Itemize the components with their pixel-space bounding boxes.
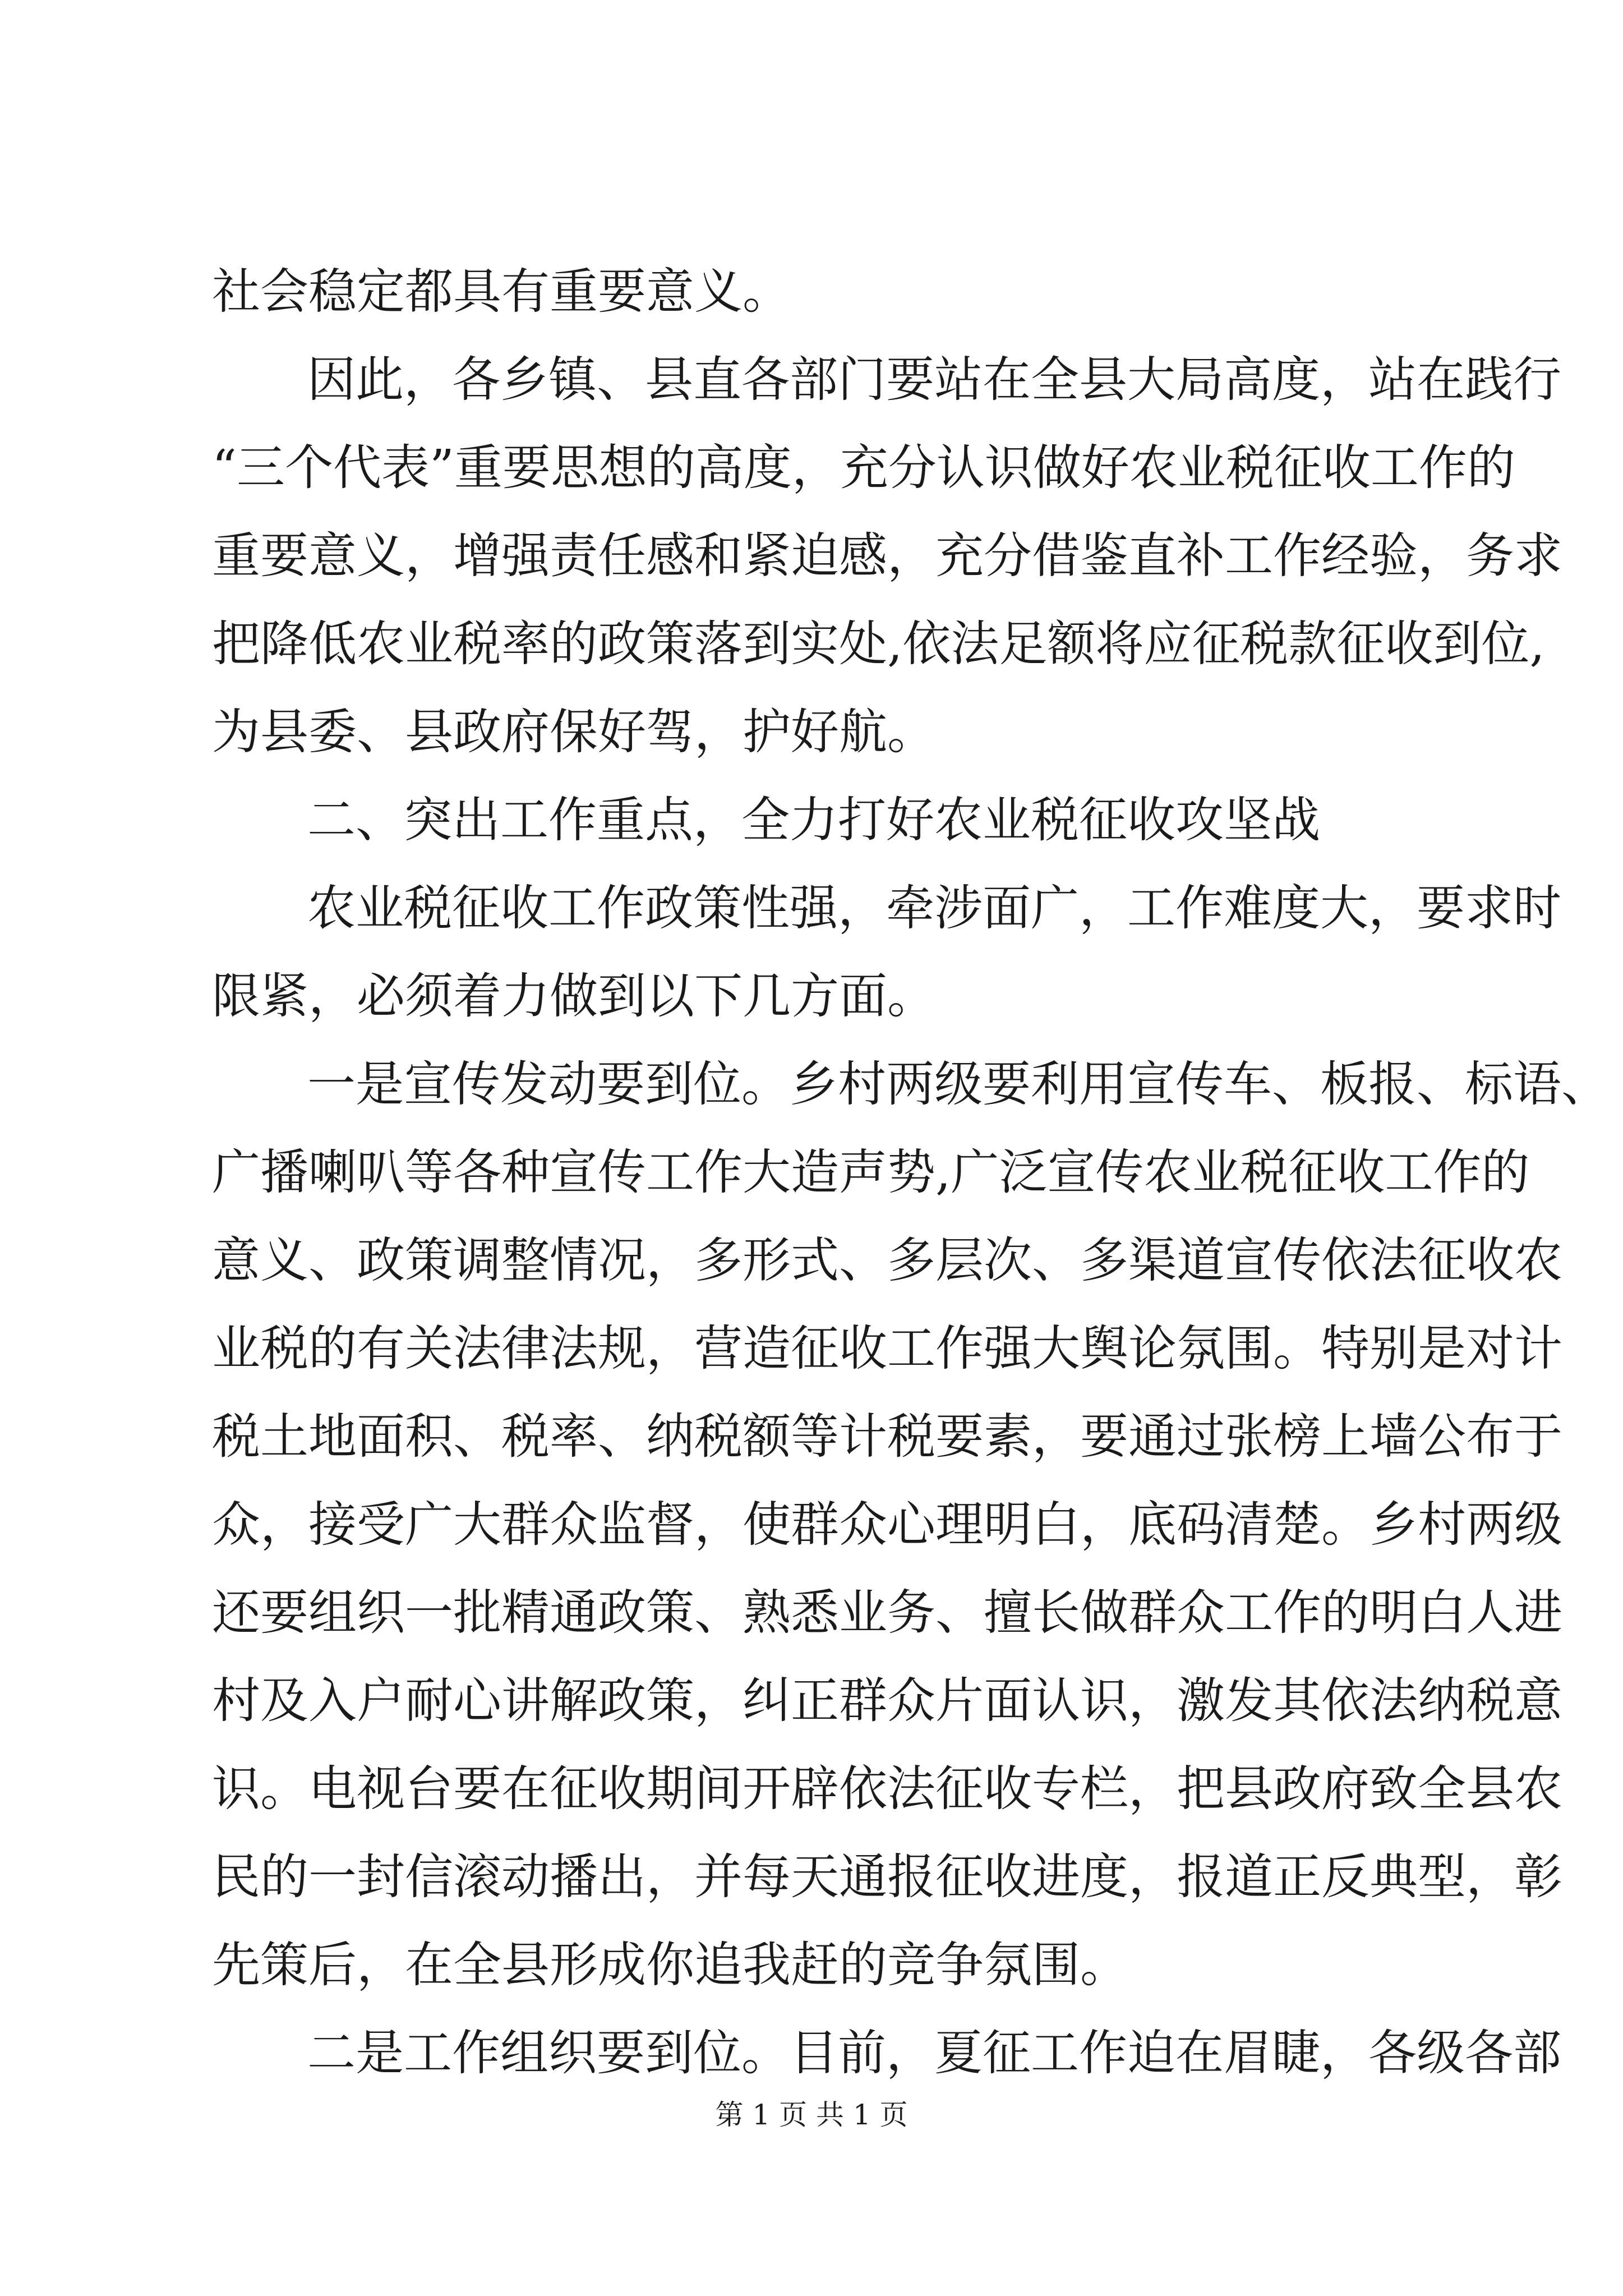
paragraph-start-line: 农业税征收工作政策性强，牵涉面广，工作难度大，要求时 [307,880,1561,936]
text-line: “三个代表”重要思想的高度，充分认识做好农业税征收工作的 [212,440,1515,496]
text-line: 众，接受广大群众监督，使群众心理明白，底码清楚。乡村两级 [212,1497,1562,1553]
section-heading: 二、突出工作重点，全力打好农业税征收攻坚战 [307,792,1320,848]
paragraph-start-line: 因此，各乡镇、县直各部门要站在全县大局高度，站在践行 [307,352,1561,408]
text-line: 民的一封信滚动播出，并每天通报征收进度，报道正反典型，彰 [212,1849,1562,1905]
text-line: 限紧，必须着力做到以下几方面。 [212,968,935,1024]
text-line: 先策后，在全县形成你追我赶的竞争氛围。 [212,1937,1128,1993]
text-line: 村及入户耐心讲解政策，纠正群众片面认识，激发其依法纳税意 [212,1673,1562,1729]
text-line: 意义、政策调整情况，多形式、多层次、多渠道宣传依法征收农 [212,1232,1562,1289]
text-line: 把降低农业税率的政策落到实处,依法足额将应征税款征收到位, [212,616,1545,672]
text-line: 还要组织一批精通政策、熟悉业务、擅长做群众工作的明白人进 [212,1585,1562,1641]
text-line: 税土地面积、税率、纳税额等计税要素，要通过张榜上墙公布于 [212,1409,1562,1465]
text-line: 为县委、县政府保好驾，护好航。 [212,704,935,760]
page-footer: 第 1 页 共 1 页 [715,2099,908,2131]
text-line: 广播喇叭等各种宣传工作大造声势,广泛宣传农业税征收工作的 [212,1144,1530,1200]
text-line: 业税的有关法律法规，营造征收工作强大舆论氛围。特别是对计 [212,1320,1562,1377]
paragraph-start-line: 一是宣传发动要到位。乡村两级要利用宣传车、板报、标语、 [307,1056,1610,1112]
paragraph-start-line: 二是工作组织要到位。目前，夏征工作迫在眉睫，各级各部 [307,2025,1561,2081]
text-line: 识。电视台要在征收期间开辟依法征收专栏，把县政府致全县农 [212,1761,1562,1817]
text-line: 社会稳定都具有重要意义。 [212,264,791,320]
text-line: 重要意义，增强责任感和紧迫感，充分借鉴直补工作经验，务求 [212,528,1562,584]
